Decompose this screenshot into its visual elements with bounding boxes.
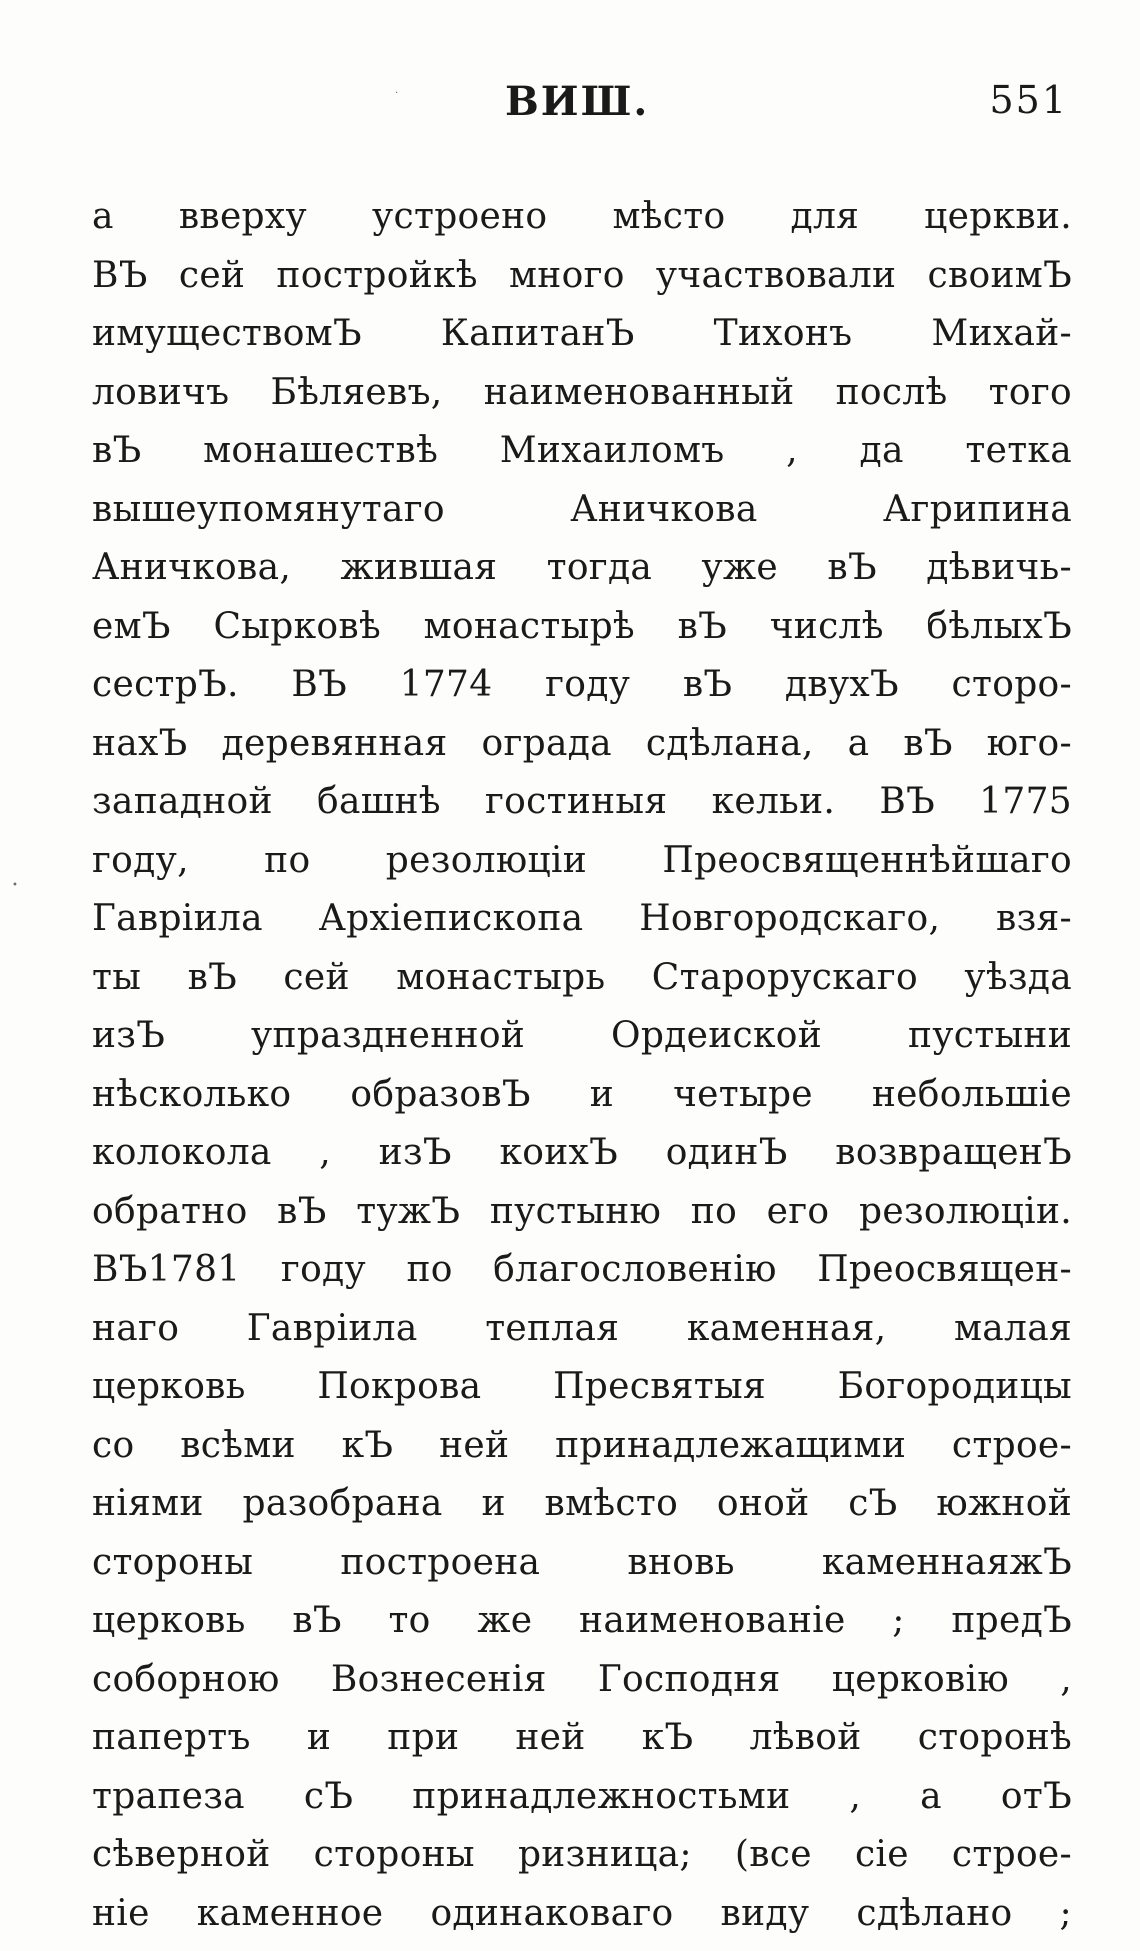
text-line: папертъ и при ней кЪ лѣвой сторонѣ xyxy=(92,1717,1072,1758)
text-line: сестрЪ. ВЪ 1774 году вЪ двухЪ сторо- xyxy=(92,664,1072,705)
text-line: трапеза сЪ принадлежностьми , а отЪ xyxy=(92,1775,1072,1817)
text-line: а вверху устроено мѣсто для церкви. xyxy=(92,196,1072,237)
text-line: церковь Покрова Пресвятыя Богородицы xyxy=(92,1366,1072,1407)
text-line: сѣверной стороны ризница; (все сіе строе- xyxy=(92,1834,1072,1875)
text-line: вышеупомянутаго Аничкова Агрипина xyxy=(92,488,1072,530)
text-line: ВЪ1781 году по благословенію Преосвящен- xyxy=(92,1249,1072,1290)
text-line: ловичъ Бѣляевъ, наименованный послѣ того xyxy=(92,371,1072,413)
text-line: церковь вЪ то же наименованіе ; предЪ xyxy=(92,1600,1072,1641)
text-line: нахЪ деревянная ограда сдѣлана, а вЪ юго- xyxy=(92,722,1072,764)
body-text xyxy=(92,188,1072,1943)
text-line: вЪ монашествѣ Михаиломъ , да тетка xyxy=(92,430,1072,471)
text-line: году, по резолюціи Преосвященнѣйшаго xyxy=(92,839,1072,881)
text-line: Аничкова, жившая тогда уже вЪ дѣвичь- xyxy=(92,547,1072,588)
text-line: наго Гавріила теплая каменная, малая xyxy=(92,1307,1072,1349)
text-line: колокола , изЪ коихЪ одинЪ возвращенЪ xyxy=(92,1132,1072,1173)
text-line: стороны построена вновь каменнаяжЪ xyxy=(92,1541,1072,1583)
text-line: ніями разобрана и вмѣсто оной сЪ южной xyxy=(92,1483,1072,1524)
text-line: нѣсколько образовЪ и четыре небольшіе xyxy=(92,1073,1072,1115)
print-speck: • xyxy=(12,880,18,891)
running-head xyxy=(0,78,1140,138)
text-line: емЪ Сырковѣ монастырѣ вЪ числѣ бѣлыхЪ xyxy=(92,605,1072,647)
running-title: ВИШ. xyxy=(505,78,650,125)
text-line: соборною Вознесенія Господня церковію , xyxy=(92,1658,1072,1700)
text-line: ніе каменное одинаковаго виду сдѣлано ; xyxy=(92,1892,1072,1934)
text-line: имуществомЪ КапитанЪ Тихонъ Михай- xyxy=(92,313,1072,354)
text-line: ты вЪ сей монастырь Старорускаго уѣзда xyxy=(92,956,1072,998)
text-line: изЪ упраздненной Ордеиской пустыни xyxy=(92,1015,1072,1056)
text-line: ВЪ сей постройкѣ много участвовали своимЪ xyxy=(92,254,1072,296)
text-line: обратно вЪ тужЪ пустыню по его резолюціи. xyxy=(92,1190,1072,1232)
page-number: 551 xyxy=(989,78,1068,122)
text-line: со всѣми кЪ ней принадлежащими строе- xyxy=(92,1424,1072,1466)
print-speck: · xyxy=(395,88,399,99)
text-line: Гавріила Архіепископа Новгородскаго, взя- xyxy=(92,898,1072,939)
text-line: западной башнѣ гостиныя кельи. ВЪ 1775 xyxy=(92,781,1072,822)
